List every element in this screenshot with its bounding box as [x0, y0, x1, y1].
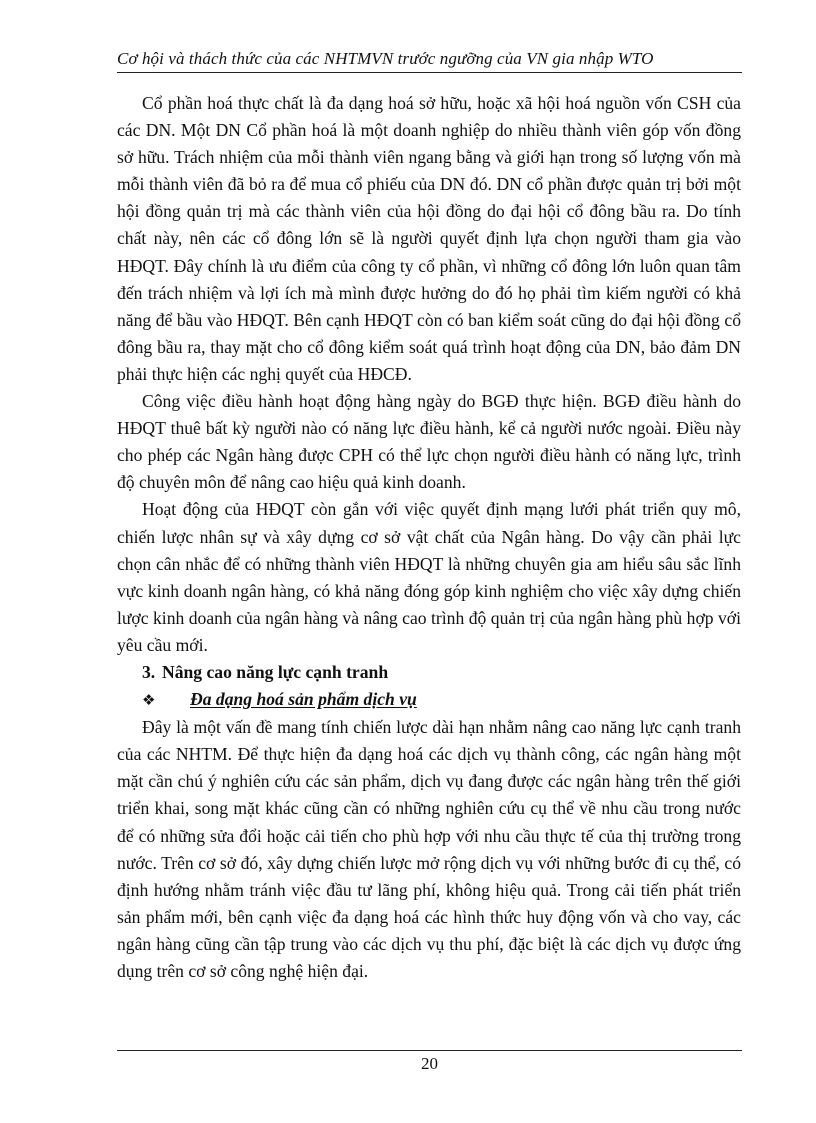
section-title: Nâng cao năng lực cạnh tranh [162, 661, 389, 682]
running-header: Cơ hội và thách thức của các NHTMVN trước ngưỡng của VN gia nhập WTO [117, 49, 654, 68]
subsection-title: Đa dạng hoá sản phẩm dịch vụ [190, 689, 417, 710]
diamond-bullet-icon: ❖ [142, 691, 156, 710]
subsection-heading [117, 686, 741, 714]
footer-rule [117, 1050, 742, 1051]
paragraph-1: Cổ phần hoá thực chất là đa dạng hoá sở hữu, hoặc xã hội hoá nguồn vốn CSH của các DN. Một DN Cổ phần hoá là một doanh nghiệp do nhiều thành viên góp vốn đồng sở hữu. Trách nhiệm của mỗi thành viên ngang bằng và giới hạn trong số lượng vốn mà mỗi thành viên đã bỏ ra để mua cổ phiếu của DN đó. DN cổ phần được quản trị bởi một hội đồng quản trị mà các thành viên của hội đồng do đại hội cổ đông bầu ra. Do tính chất này, nên các cổ đông lớn sẽ là người quyết định lựa chọn người tham gia vào HĐQT. Đây chính là ưu điểm của công ty cổ phần, vì những cổ đông lớn luôn quan tâm đến trách nhiệm và lợi ích mà mình được hưởng do đó họ phải tìm kiếm người có khả năng để bầu vào HĐQT. Bên cạnh HĐQT còn có ban kiểm soát cũng do đại hội đồng cổ đông bầu ra, thay mặt cho cổ đông kiểm soát quá trình hoạt động của DN, bảo đảm DN phải thực hiện các nghị quyết của HĐCĐ. [117, 93, 741, 384]
body-text [117, 90, 741, 985]
page-number: 20 [421, 1054, 438, 1073]
section-heading [117, 659, 741, 686]
header-rule [117, 72, 742, 73]
paragraph-2: Công việc điều hành hoạt động hàng ngày do BGĐ thực hiện. BGĐ điều hành do HĐQT thuê bất kỳ người nào có năng lực điều hành, kể cả người nước ngoài. Điều này cho phép các Ngân hàng được CPH có thể lực chọn người điều hành có năng lực, trình độ chuyên môn để nâng cao hiệu quả kinh doanh. [117, 391, 741, 493]
section-number: 3. [142, 661, 156, 682]
paragraph-3: Hoạt động của HĐQT còn gắn với việc quyết định mạng lưới phát triển quy mô, chiến lược nhân sự và xây dựng cơ sở vật chất của Ngân hàng. Do vậy cần phải lực chọn cân nhắc để có những thành viên HĐQT là những chuyên gia am hiểu sâu sắc lĩnh vực kinh doanh ngân hàng, có khả năng đóng góp kinh nghiệm cho việc xây dựng chiến lược kinh doanh của ngân hàng và nâng cao trình độ quản trị của ngân hàng phù hợp với yêu cầu mới. [117, 499, 741, 655]
paragraph-4: Đây là một vấn đề mang tính chiến lược dài hạn nhằm nâng cao năng lực cạnh tranh của các NHTM. Để thực hiện đa dạng hoá các dịch vụ thành công, các ngân hàng một mặt cần chú ý nghiên cứu các sản phẩm, dịch vụ đang được các ngân hàng trên thế giới triển khai, song mặt khác cũng cần có những nghiên cứu cụ thể về nhu cầu trong nước để có những sửa đổi hoặc cải tiến cho phù hợp với nhu cầu thực tế của thị trường trong nước. Trên cơ sở đó, xây dựng chiến lược mở rộng dịch vụ với những bước đi cụ thể, có định hướng nhằm tránh việc đầu tư lãng phí, không hiệu quả. Trong cải tiến phát triển sản phẩm mới, bên cạnh việc đa dạng hoá các hình thức huy động vốn và cho vay, các ngân hàng cũng cần tập trung vào các dịch vụ thu phí, đặc biệt là các dịch vụ được ứng dụng trên cơ sở công nghệ hiện đại. [117, 717, 741, 981]
